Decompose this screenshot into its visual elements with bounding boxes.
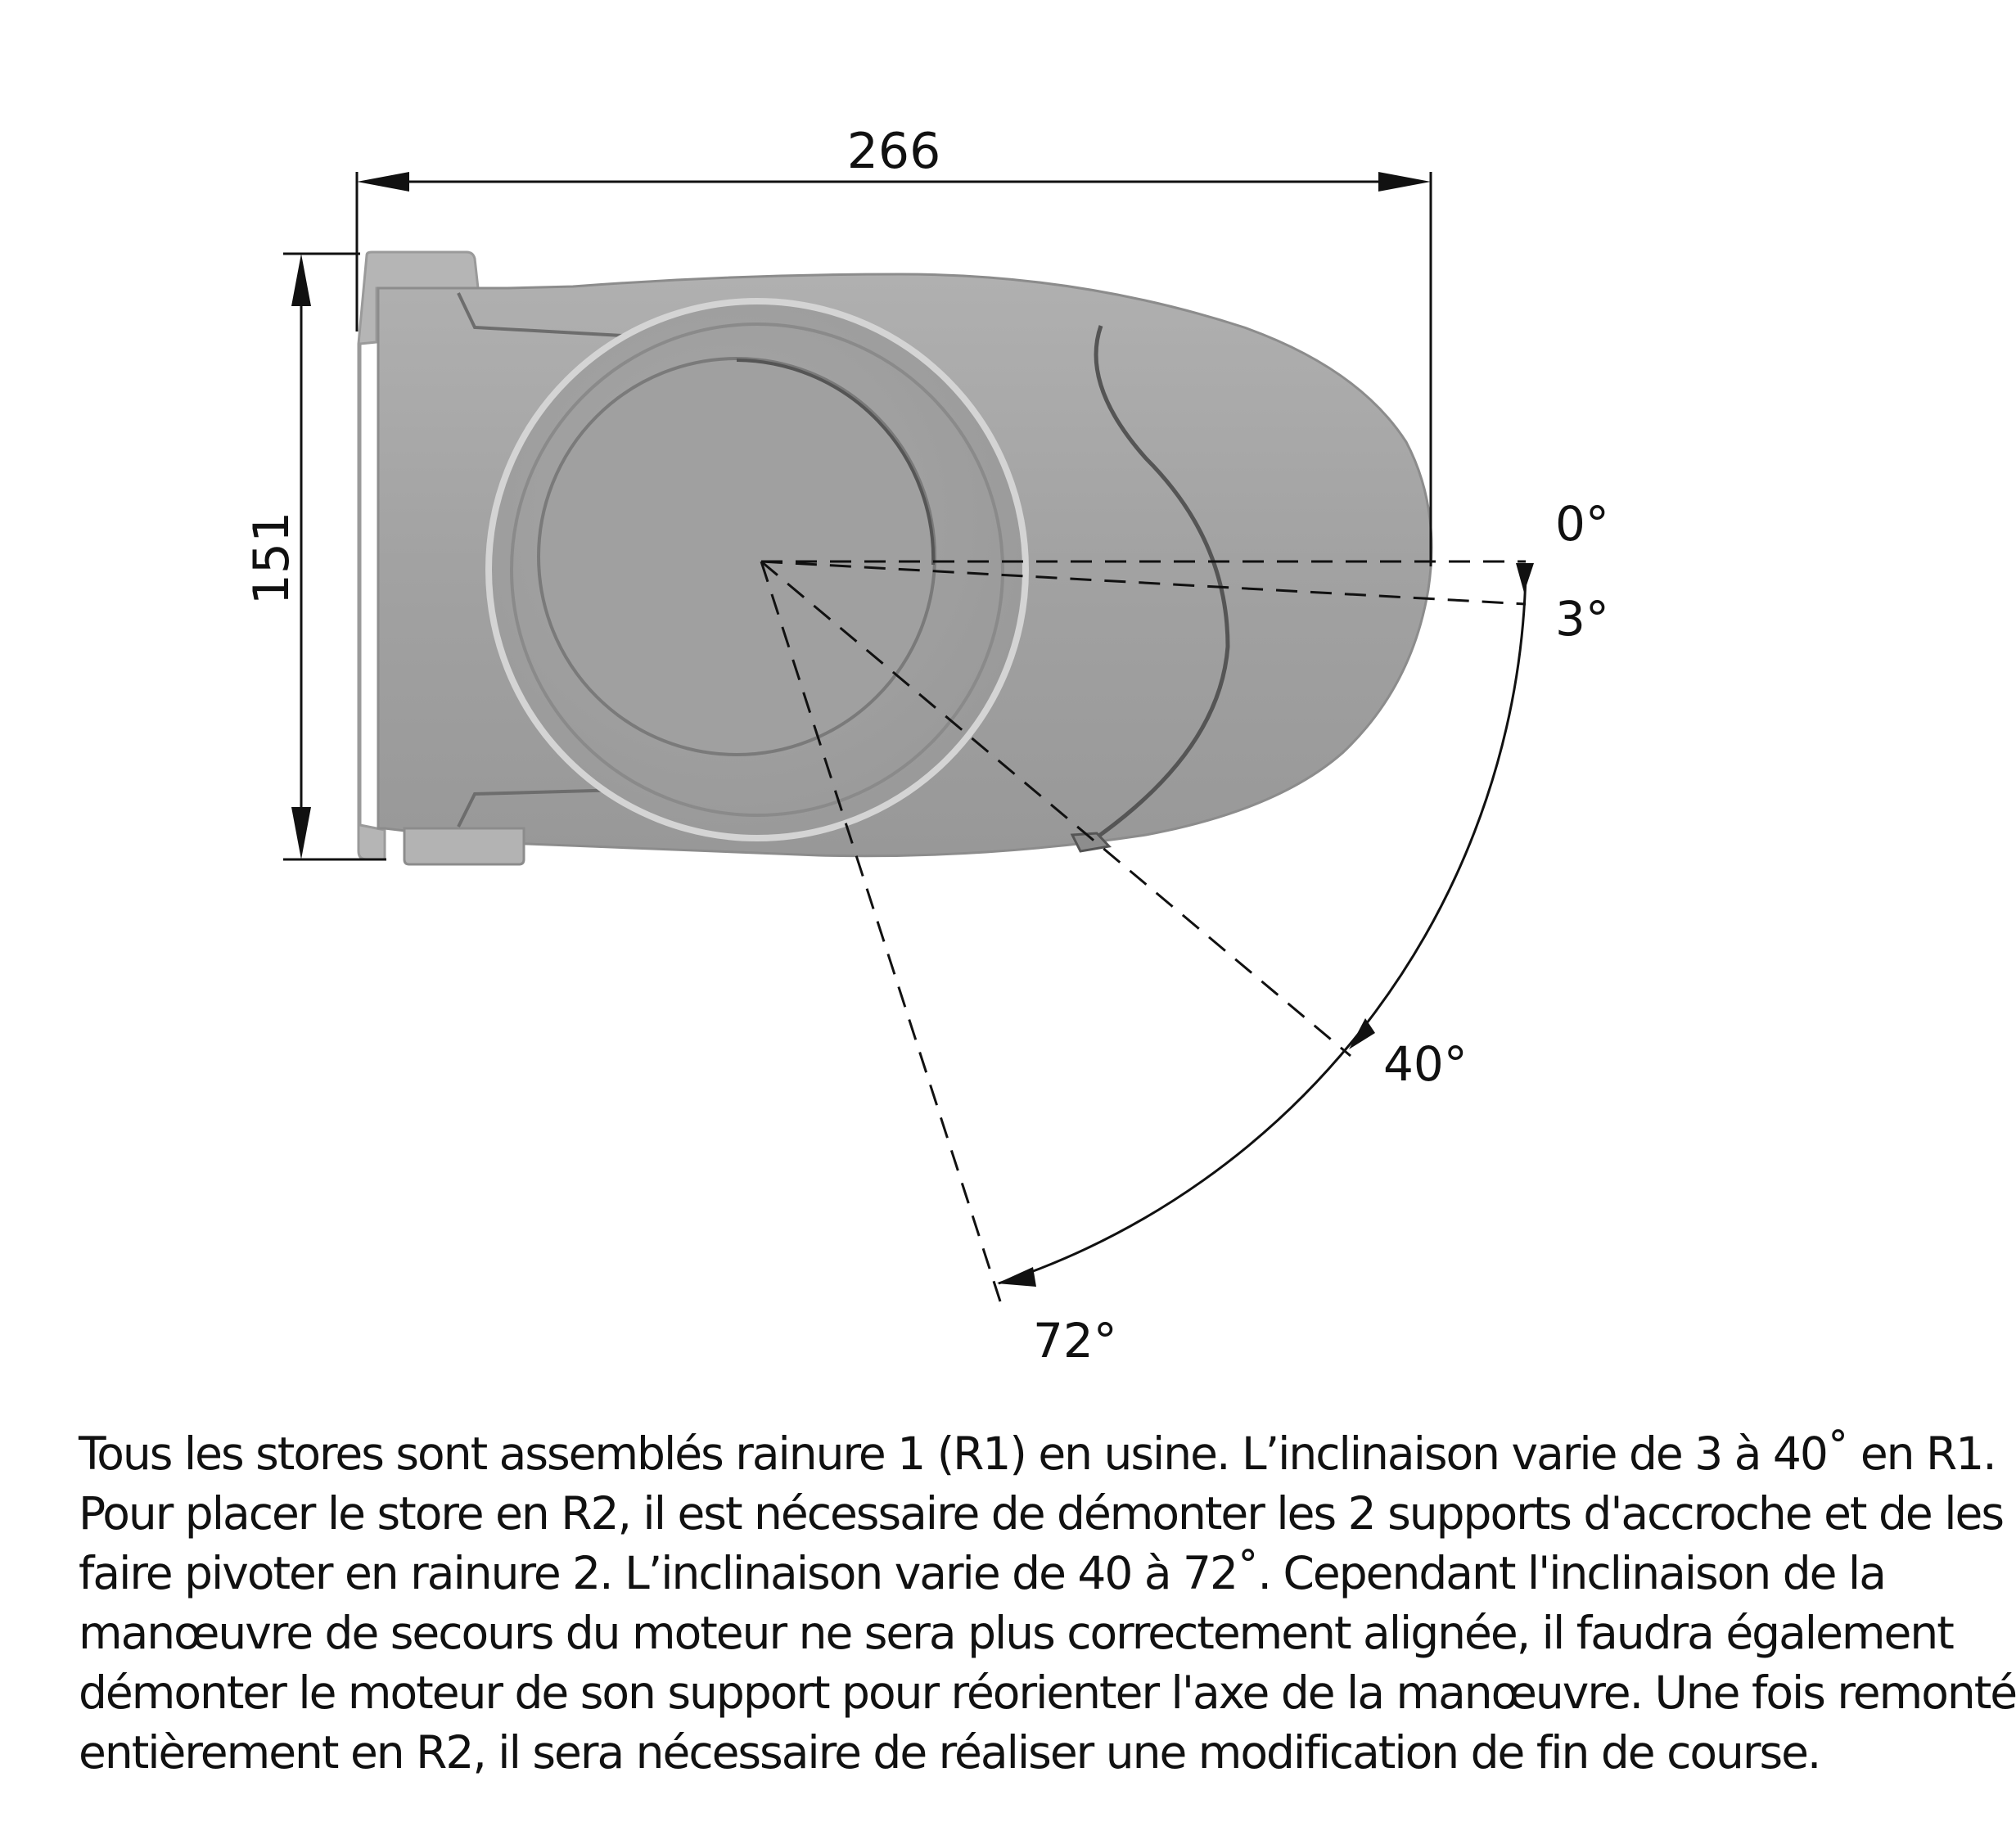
arc-arrow-3: [1516, 563, 1534, 593]
angle-label-40: 40°: [1383, 1036, 1468, 1092]
angle-label-3: 3°: [1555, 591, 1609, 647]
angle-label-72: 72°: [1033, 1313, 1117, 1369]
arc-arrow-40: [1349, 1018, 1375, 1049]
caption-line: démonter le moteur de son support pour réorienter l'axe de la manœuvre. Une fois remonté: [79, 1666, 2016, 1719]
caption-line: Tous les stores sont assemblés rainure 1 (R1) en usine. L’inclinaison varie de 3 à 40˚ en R1.: [79, 1427, 1996, 1480]
caption-line: Pour placer le store en R2, il est nécessaire de démonter les 2 supports d'accroche et de les: [79, 1487, 2003, 1540]
bottom-tab: [404, 828, 524, 864]
height-dimension: [243, 254, 386, 859]
caption-paragraph: [79, 1424, 2016, 1801]
height-label: 151: [243, 511, 300, 606]
caption-line: entièrement en R2, il sera nécessaire de réaliser une modification de fin de course.: [79, 1726, 1820, 1779]
bracket-body: [359, 252, 1432, 864]
width-label: 266: [846, 123, 941, 180]
angle-label-0: 0°: [1555, 496, 1609, 552]
caption-line: manœuvre de secours du moteur ne sera plus correctement alignée, il faudra également: [79, 1607, 1953, 1659]
caption-line: faire pivoter en rainure 2. L’inclinaison varie de 40 à 72˚. Cependant l'inclinaison de la: [79, 1547, 1885, 1599]
arc-arrow-72: [997, 1267, 1036, 1287]
